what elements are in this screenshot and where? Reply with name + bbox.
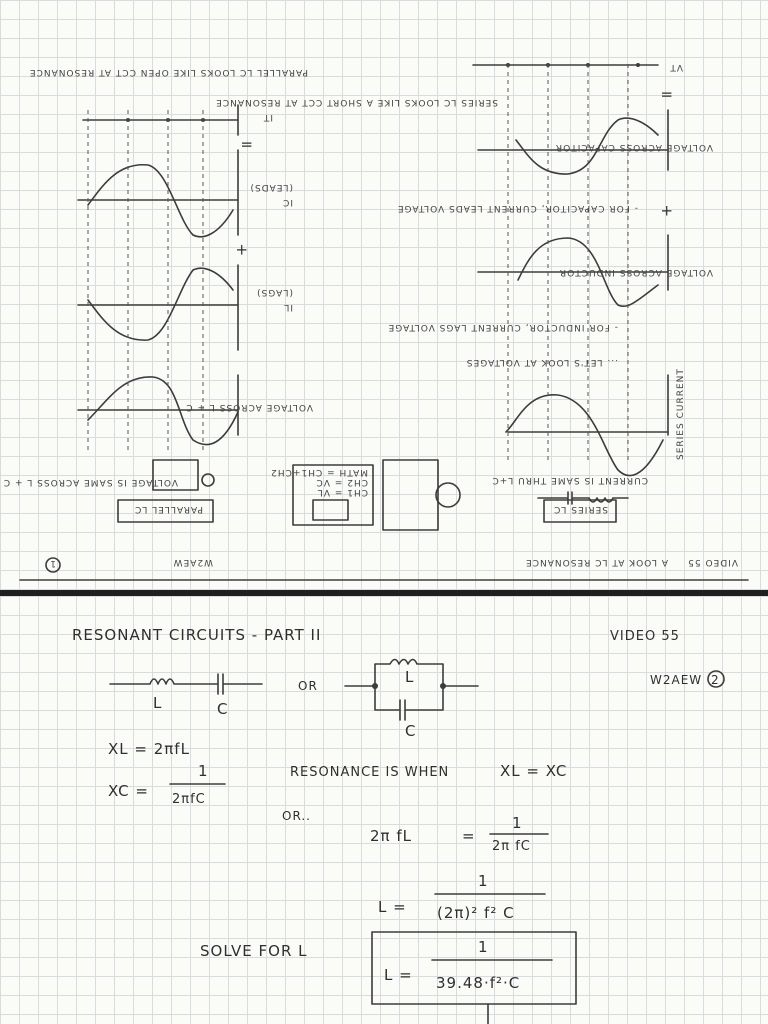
page2-number: 2 (711, 673, 720, 687)
series-lc-symbol (538, 492, 628, 504)
ic-note: (LEADS) (249, 182, 293, 192)
series-annotation: SERIES LC LOOKS LIKE A SHORT CCT AT RESONANCE (215, 97, 498, 107)
series-lc-label: SERIES LC (553, 504, 608, 514)
series-plus: + (659, 202, 673, 220)
inductor-note: - FOR INDUCTOR, CURRENT LAGS VOLTAGE (387, 322, 618, 332)
lets-look-note: ... LET'S LOOK AT VOLTAGES (465, 357, 618, 367)
xc-lhs: XC = (108, 782, 149, 800)
parallel-lc-label: PARALLEL LC (134, 504, 203, 514)
l-lhs: L = (378, 898, 407, 916)
eq-denominator: 2π fC (492, 839, 531, 854)
resonance-text: RESONANCE IS WHEN (290, 765, 450, 780)
xc-denominator: 2πfC (172, 792, 206, 807)
vt-label: VT (669, 62, 683, 72)
il-wave (88, 268, 233, 340)
page1-number: 1 (49, 558, 56, 568)
parallel-plus: + (234, 241, 248, 259)
ic-label: IC (282, 197, 293, 207)
notes-page-2 (0, 596, 768, 1024)
series-lc-schematic (110, 674, 262, 694)
page1-author: W2AEW (172, 557, 213, 567)
capacitor-note: - FOR CAPACITOR, CURRENT LEADS VOLTAGE (396, 203, 638, 213)
eq-numerator: 1 (512, 814, 523, 832)
series-L: L (153, 694, 163, 712)
xc-numerator: 1 (198, 762, 209, 780)
parallel-voltage-note: VOLTAGE IS SAME ACROSS L + C (2, 477, 178, 487)
video-label: VIDEO 55 (687, 557, 738, 567)
scope-ch2: CH2 = VC (315, 477, 368, 487)
page1-title: A LOOK AT LC RESONANCE (525, 557, 668, 567)
parallel-C: C (405, 722, 417, 740)
parallel-v-label: VOLTAGE ACROSS L + C (185, 402, 313, 412)
series-current-label: SERIES CURRENT (676, 368, 686, 460)
vc-label: VOLTAGE ACROSS CAPACITOR (554, 142, 713, 152)
scope-math: MATH = CH1+CH2 (270, 467, 368, 477)
l-denominator: (2π)² f² C (437, 904, 515, 922)
scope-ch1: CH1 = VL (316, 487, 368, 497)
or-label-1: OR (298, 679, 318, 693)
l-numerator: 1 (478, 872, 489, 890)
box-numerator: 1 (478, 938, 489, 956)
series-current-note: CURRENT IS SAME THRU L+C (491, 475, 648, 485)
page2-drawing (0, 596, 768, 1024)
eq-lhs: 2π fL (370, 827, 412, 845)
eq-mid: = (462, 827, 476, 845)
it-label: IT (262, 112, 273, 122)
il-label: IL (283, 302, 293, 312)
parallel-annotation: PARALLEL LC LOOKS LIKE OPEN CCT AT RESONANCE (28, 67, 308, 77)
solve-label: SOLVE FOR L (200, 942, 308, 960)
page2-author: W2AEW (650, 673, 703, 687)
signal-generator-icon (436, 483, 460, 507)
or-label-2: OR.. (282, 809, 311, 823)
series-equals: = (659, 86, 673, 104)
box-denominator: 39.48·f²·C (436, 974, 521, 992)
series-C: C (217, 700, 229, 718)
parallel-equals: = (239, 136, 253, 154)
box-lhs: L = (384, 966, 413, 984)
series-test-circuit (383, 460, 438, 530)
page2-title: RESONANT CIRCUITS - PART II (72, 626, 322, 644)
parallel-L: L (405, 668, 415, 686)
vl-label: VOLTAGE ACROSS INDUCTOR (558, 267, 713, 277)
il-note: (LAGS) (256, 287, 293, 297)
xl-formula: XL = 2πfL (108, 740, 190, 758)
page2-video: VIDEO 55 (610, 629, 680, 644)
series-current-wave (506, 395, 663, 476)
resonance-eq: XL = XC (500, 762, 568, 780)
